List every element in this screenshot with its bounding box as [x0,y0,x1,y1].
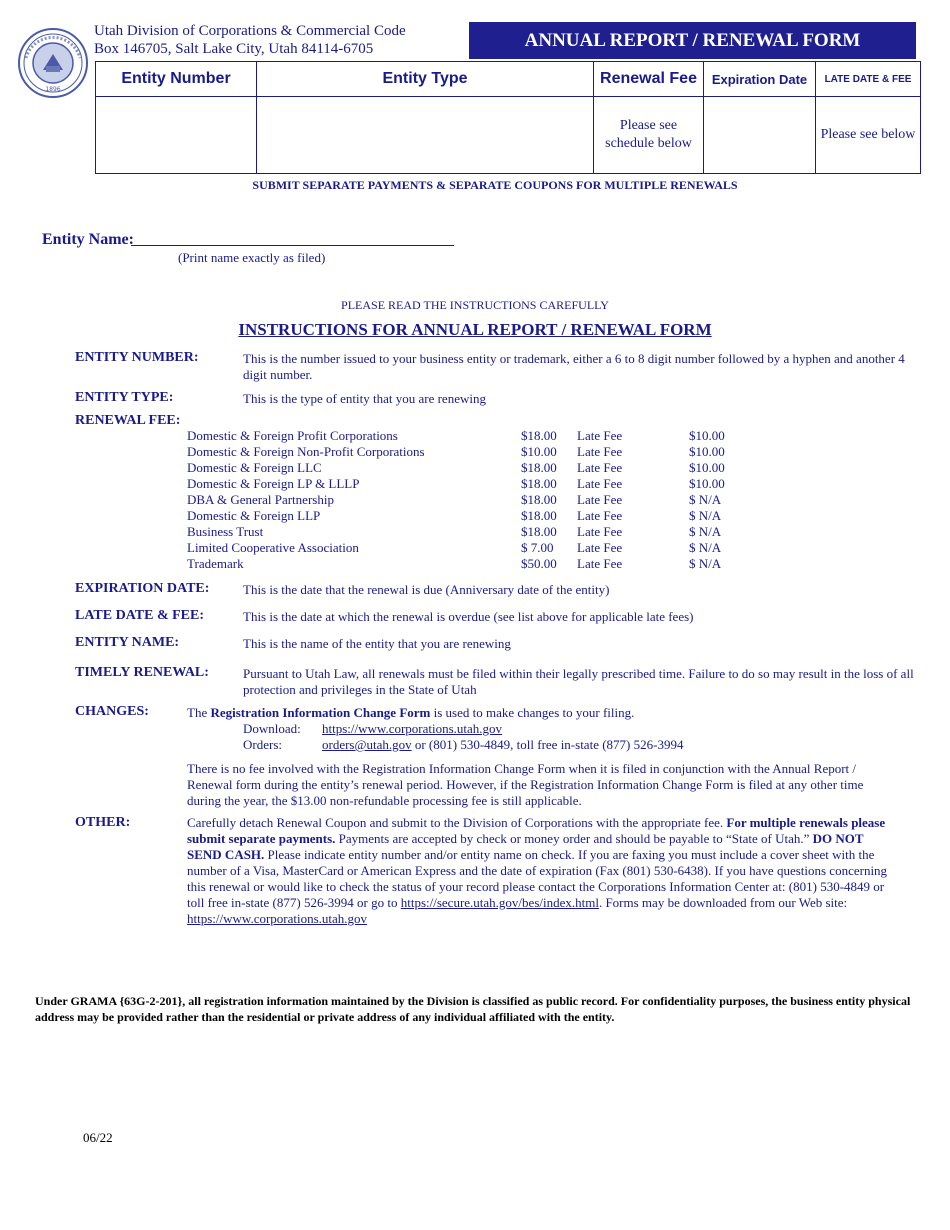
cell-renewal-fee: Please see schedule below [594,97,704,174]
fee-amount: $ 7.00 [521,540,554,555]
state-seal-logo [18,28,88,98]
expiration-date-label: EXPIRATION DATE: [75,581,210,596]
other-no-cash: DO NOT SEND CASH. [187,831,864,862]
cell-expiration-date[interactable] [704,97,816,174]
col-entity-number: Entity Number [96,62,257,97]
changes-pre: The [187,705,211,720]
download-label: Download: [243,721,301,736]
timely-renewal-text: Pursuant to Utah Law, all renewals must be filed within their legally prescribed time. Failure to do so may result in the loss of all protection and privileges in the State of Utah [243,666,914,697]
fee-amount: $50.00 [521,556,557,571]
fee-row [187,556,725,572]
revision-date: 06/22 [83,1130,113,1145]
orders-line [322,737,683,753]
fee-late-amount: $ N/A [689,524,722,539]
other-text [187,815,892,927]
cell-late-date-fee: Please see below [816,97,921,174]
fee-schedule-table [187,428,725,572]
fee-late-label: Late Fee [577,540,623,555]
fee-row [187,476,725,492]
fee-late-label: Late Fee [577,476,623,491]
fee-late-label: Late Fee [577,428,623,443]
fee-late-label: Late Fee [577,444,623,459]
fee-name: Domestic & Foreign LP & LLLP [187,476,360,491]
coupon-value-row [96,97,921,174]
fee-name: Domestic & Foreign LLC [187,460,322,475]
cell-entity-number[interactable] [96,97,257,174]
seal-year: 1896 [45,86,61,93]
entity-number-text: This is the number issued to your business entity or trademark, either a 6 to 8 digit number followed by a hyphen and another 4 digit number. [243,351,905,382]
entity-type-text: This is the type of entity that you are renewing [243,391,486,406]
fee-late-amount: $10.00 [689,444,725,459]
fee-late-amount: $10.00 [689,476,725,491]
other-part-6: . Forms may be downloaded from our Web site: [598,895,848,910]
grama-notice: Under GRAMA {63G-2-201}, all registration information maintained by the Division is classified as public record. For confidentiality purposes, the business entity physical address may be provided rather than the residential or private address of any individual affiliated with the entity. [35,994,911,1024]
fee-row [187,524,725,540]
renewal-coupon-table [95,61,921,174]
fee-row [187,540,725,556]
fee-late-amount: $10.00 [689,428,725,443]
instructions-title: INSTRUCTIONS FOR ANNUAL REPORT / RENEWAL FORM [238,320,712,339]
fee-late-amount: $ N/A [689,508,722,523]
fee-amount: $18.00 [521,492,557,507]
read-instructions-note: PLEASE READ THE INSTRUCTIONS CAREFULLY [341,298,609,312]
fee-late-amount: $10.00 [689,460,725,475]
entity-name-instr-label: ENTITY NAME: [75,635,180,650]
orders-label: Orders: [243,737,282,752]
other-multiple-renewals: For multiple renewals please submit separate payments. [187,815,886,846]
orders-phone: or (801) 530-4849, toll free in-state (877) 526-3994 [411,737,684,752]
orders-email-link[interactable]: orders@utah.gov [322,737,412,752]
col-late-date-fee: LATE DATE & FEE [816,62,921,97]
submit-separate-note: SUBMIT SEPARATE PAYMENTS & SEPARATE COUPONS FOR MULTIPLE RENEWALS [252,178,738,192]
fee-late-label: Late Fee [577,556,623,571]
fee-late-label: Late Fee [577,460,623,475]
fee-late-amount: $ N/A [689,540,722,555]
late-date-fee-label: LATE DATE & FEE: [75,608,204,623]
fee-name: Domestic & Foreign Profit Corporations [187,428,398,443]
fee-amount: $18.00 [521,460,557,475]
renewal-fee-label: RENEWAL FEE: [75,413,181,428]
fee-amount: $18.00 [521,476,557,491]
website-link[interactable]: https://www.corporations.utah.gov [187,911,368,926]
col-renewal-fee: Renewal Fee [594,62,704,97]
org-name: Utah Division of Corporations & Commercial Code [94,23,406,39]
fee-amount: $18.00 [521,428,557,443]
org-address: Box 146705, Salt Lake City, Utah 84114-6705 [94,41,374,57]
change-form-name: Registration Information Change Form [210,705,431,720]
fee-name: Trademark [187,556,244,571]
late-date-fee-text: This is the date at which the renewal is overdue (see list above for applicable late fees) [243,609,694,624]
fee-name: Domestic & Foreign LLP [187,508,321,523]
fee-late-label: Late Fee [577,492,623,507]
fee-row [187,460,725,476]
fee-name: DBA & General Partnership [187,492,334,507]
fee-amount: $10.00 [521,444,557,459]
bes-link[interactable]: https://secure.utah.gov/bes/index.html [400,895,599,910]
entity-name-input-line[interactable] [131,245,454,246]
entity-number-label: ENTITY NUMBER: [75,350,199,365]
fee-amount: $18.00 [521,508,557,523]
changes-fee-text: There is no fee involved with the Registration Information Change Form when it is filed in conjunction with the Annual Report / Renewal form during the entity’s renewal period. However, if the Registration Information Change Form is filed at any other time during the year, the $13.00 non-refundable processing fee is still applicable. [187,761,864,808]
fee-amount: $18.00 [521,524,557,539]
fee-name: Limited Cooperative Association [187,540,359,555]
fee-row [187,444,725,460]
fee-row [187,508,725,524]
entity-name-hint: (Print name exactly as filed) [178,250,326,265]
fee-late-label: Late Fee [577,524,623,539]
fee-row [187,428,725,444]
fee-late-amount: $ N/A [689,556,722,571]
fee-name: Business Trust [187,524,264,539]
fee-row [187,492,725,508]
download-link[interactable]: https://www.corporations.utah.gov [322,721,503,736]
changes-label: CHANGES: [75,704,149,719]
changes-post: is used to make changes to your filing. [430,705,635,720]
other-part-3: Payments are accepted by check or money order and should be payable to “State of Utah.” [335,831,813,846]
changes-text [187,705,892,721]
fee-late-label: Late Fee [577,508,623,523]
col-expiration-date: Expiration Date [704,62,816,97]
fee-late-amount: $ N/A [689,492,722,507]
other-part-1: Carefully detach Renewal Coupon and submit to the Division of Corporations with the appropriate fee. [187,815,727,830]
coupon-header-row [96,62,921,97]
expiration-date-text: This is the date that the renewal is due (Anniversary date of the entity) [243,582,610,597]
other-part-5: Please indicate entity number and/or entity name on check. If you are faxing you must include a cover sheet with the number of a Visa, MasterCard or American Express and the date of expiration (Fax (801) 530-6438). If you have questions concerning this renewal or would like to check the status of your record please contact the Corporations Information Center at: (801) 530-4849 or toll free in-state (877) 526-3994 or go to [187,847,888,910]
cell-entity-type[interactable] [257,97,594,174]
fee-name: Domestic & Foreign Non-Profit Corporations [187,444,425,459]
entity-type-label: ENTITY TYPE: [75,390,174,405]
entity-name-instr-text: This is the name of the entity that you are renewing [243,636,511,651]
entity-name-label: Entity Name: [42,231,134,248]
timely-renewal-label: TIMELY RENEWAL: [75,665,209,680]
other-label: OTHER: [75,815,131,830]
form-title-banner: ANNUAL REPORT / RENEWAL FORM [469,22,916,59]
col-entity-type: Entity Type [257,62,594,97]
